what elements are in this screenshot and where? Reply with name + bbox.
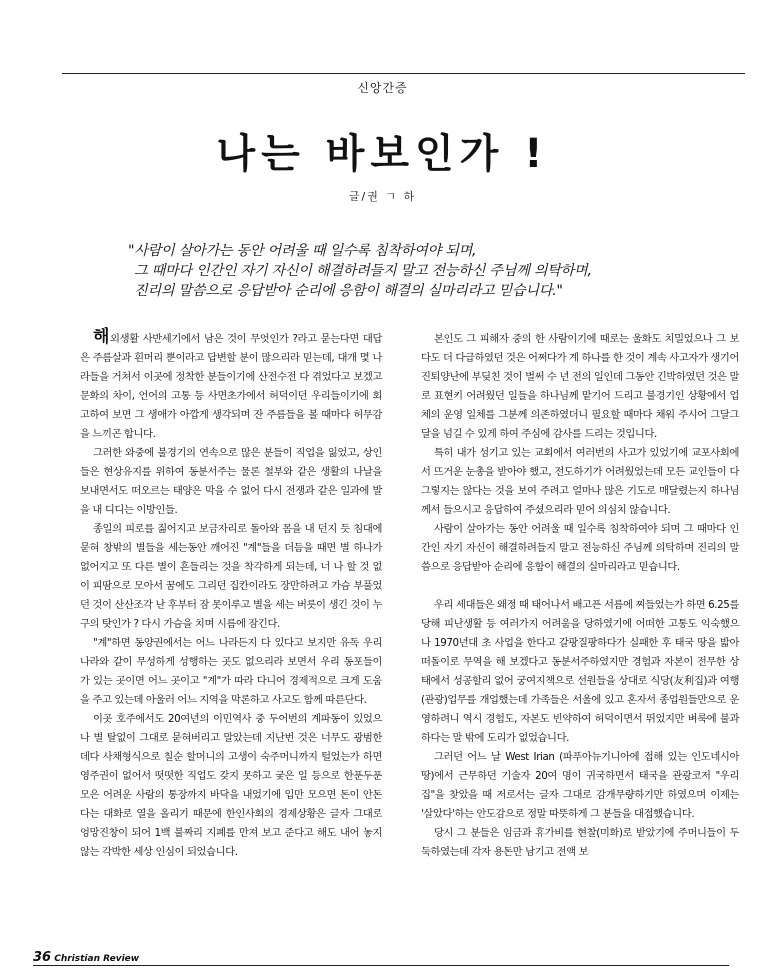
right-column: [421, 330, 739, 862]
paragraph: 그러던 어느 날 West Irian (파푸아뉴기니아에 접해 있는 인도네시아 땅)에서 근무하던 기술자 20여 명이 귀국하면서 태국을 관광코저 "우리집"을 찾았을 때 저로서는 글자 그대로 감개무량하기만 하였으며 이제는 '살았다'하는 안도감으로 정말 따뜻하게 그 분들을 대접했습니다.: [421, 751, 739, 820]
drop-cap: 해: [93, 327, 110, 347]
left-column: [80, 327, 382, 862]
top-rule: [62, 73, 745, 74]
paragraph-text: 외생활 사반세기에서 남은 것이 무엇인가 ?라고 묻는다면 대답은 주름살과 흰머리 뿐이라고 답변할 분이 많으리라 믿는데, 대개 몇 나라들을 거쳐서 이곳에 정착한 분들이기에 산전수전 다 겪었다고 보겠고 문화의 차이, 언어의 고통 등 사면초가에서 허덕이던 우리들이기에 회고하여 보면 그 생애가 아깝게 생각되며 잔 주름들을 볼 때마다 허무감을 느끼곤 합니다.: [80, 333, 382, 440]
paragraph: 사람이 살아가는 동안 어려울 때 일수록 침착하여야 되며 그 때마다 인간인 자기 자신이 해결하려들지 말고 전능하신 주님께 의탁하며 진리의 말씀으로 응답받아 순리에 응함이 해결의 실마리라고 믿습니다.: [421, 523, 739, 573]
byline: 글/권 ㄱ 하: [348, 190, 417, 203]
article-title: 나는 바보인가 !: [216, 131, 549, 177]
paragraph: 종일의 피로를 짊어지고 보금자리로 돌아와 몸을 내 던지 듯 침대에 묻혀 창밖의 별들을 세는동안 깨어진 "계"들을 더듬을 때면 별 하나가 없어지고 또 다른 별이 흔들리는 것을 착각하게 되는데, 너 나 할 것 없이 피땀으로 모아서 꿈에도 그리던 집칸이라도 장만하려고 가슴 부풀었던 것이 산산조각 난 후부터 잠 못이루고 별을 세는 버릇이 생긴 것이 누구의 탓인가 ? 다시 가슴을 치며 시름에 잠긴다.: [80, 523, 382, 630]
page-number: 36: [33, 950, 52, 965]
paragraph: 특히 내가 섬기고 있는 교회에서 여러번의 사고가 있었기에 교포사회에서 뜨거운 눈총을 받아야 했고, 전도하기가 어려웠었는데 모든 교인들이 다 그렇지는 않다는 것을 보여 주려고 얼마나 많은 기도로 매달렸는지 하나님께서 들으시고 응답하여 주셨으리라 믿어 의심치 않습니다.: [421, 447, 739, 516]
paragraph: 당시 그 분들은 임금과 휴가비를 현찰(미화)로 받았기에 주머니들이 두둑하였는데 각자 용돈만 남기고 전액 보: [421, 827, 739, 858]
pull-quote: [128, 241, 688, 301]
paragraph: 그러한 와중에 불경기의 연속으로 많은 분들이 직업을 잃었고, 상인들은 현상유지를 위하여 동분서주는 물론 철부와 같은 생활의 나날을 보내면서도 떠오르는 태양은 막을 수 없어 다시 전쟁과 같은 일과에 발을 내 디디는 이방인들.: [80, 447, 382, 516]
page-footer: [33, 950, 139, 965]
publication-name: Christian Review: [54, 954, 140, 964]
section-label: 신앙간증: [357, 81, 408, 95]
paragraph: 본인도 그 피해자 중의 한 사람이기에 때로는 울화도 치밀었으나 그 보다도 더 다급하였던 것은 어쩌다가 계 하나를 한 것이 계속 사고자가 생기어 진퇴양난에 부딪친 것이 벌써 수 년 전의 일인데 그동안 긴박하였던 것은 말로 표현키 어려웠던 일들을 하나님께 맡기어 드리고 불경기인 상황에서 업체의 운영 일체를 그분께 의존하였더니 필요할 때마다 채워 주시어 그달그달을 넘길 수 있게 하여 주심에 감사를 드리는 것입니다.: [421, 333, 740, 440]
pull-quote-line: "사람이 살아가는 동안 어려울 때 일수록 침착하여야 되며,: [128, 243, 477, 259]
paragraph: [80, 327, 382, 444]
paragraph: "계"하면 동양권에서는 어느 나라든지 다 있다고 보지만 유독 우리나라와 같이 무성하게 성행하는 곳도 없으리라 보면서 우리 동포들이 가 있는 곳이면 어느 곳이고 "계"가 따라 다니어 경제적으로 크게 도움을 주고 있는데 아울러 어느 지역을 막론하고 사고도 함께 따른단다.: [80, 637, 382, 706]
pull-quote-line: 진리의 말씀으로 응답받아 순리에 응함이 해결의 실마리라고 믿습니다.": [134, 283, 563, 299]
bottom-rule: [33, 965, 729, 966]
paragraph: 우리 세대들은 왜정 때 태어나서 배고픈 서름에 찌들었는가 하면 6.25를 당해 피난생활 등 여러가지 어려움을 당하였기에 어떠한 고통도 익숙했으나 1970년대 초 사업을 한다고 갈팡질팡하다가 실패한 후 태국 땅을 밟아 떠돌이로 무역을 해 보겠다고 동분서주하였지만 경험과 자본이 전무한 상태에서 성공할리 없어 궁여지책으로 선원들을 상대로 식당(友利집)과 여행(관광)업무를 개업했는데 가족들은 서울에 있고 혼자서 종업원들만으로 운영하려니 역시 경험도, 자본도 빈약하여 허덕이면서 뛰었지만 벼룩에 불과하다는 말 밖에 도리가 없었습니다.: [421, 599, 739, 744]
pull-quote-line: 그 때마다 인간인 자기 자신이 해결하려들지 말고 전능하신 주님께 의탁하며,: [134, 263, 592, 279]
paragraph: 이곳 호주에서도 20여년의 이민역사 중 두어번의 계파동이 있었으나 별 탈없이 그대로 묻혀버리고 말았는데 지난번 것은 너무도 광범한데다 사채형식으로 칠순 할머니의 고생이 숙주머니까지 털었는가 하면 영주권이 없어서 떳떳한 직업도 갖지 못하고 궂은 일 등으로 한푼두푼 모은 어려운 사람의 통장까지 바닥을 내었기에 입만 모으면 돈이 안돈다는 대화로 열을 올리기 때문에 한인사회의 경제상황은 글자 그대로 엉망진창이 되어 1백 불짜리 지폐를 만져 보고 준다고 해도 내어 놓지 않는 각박한 세상 인심이 되었습니다.: [80, 713, 382, 858]
